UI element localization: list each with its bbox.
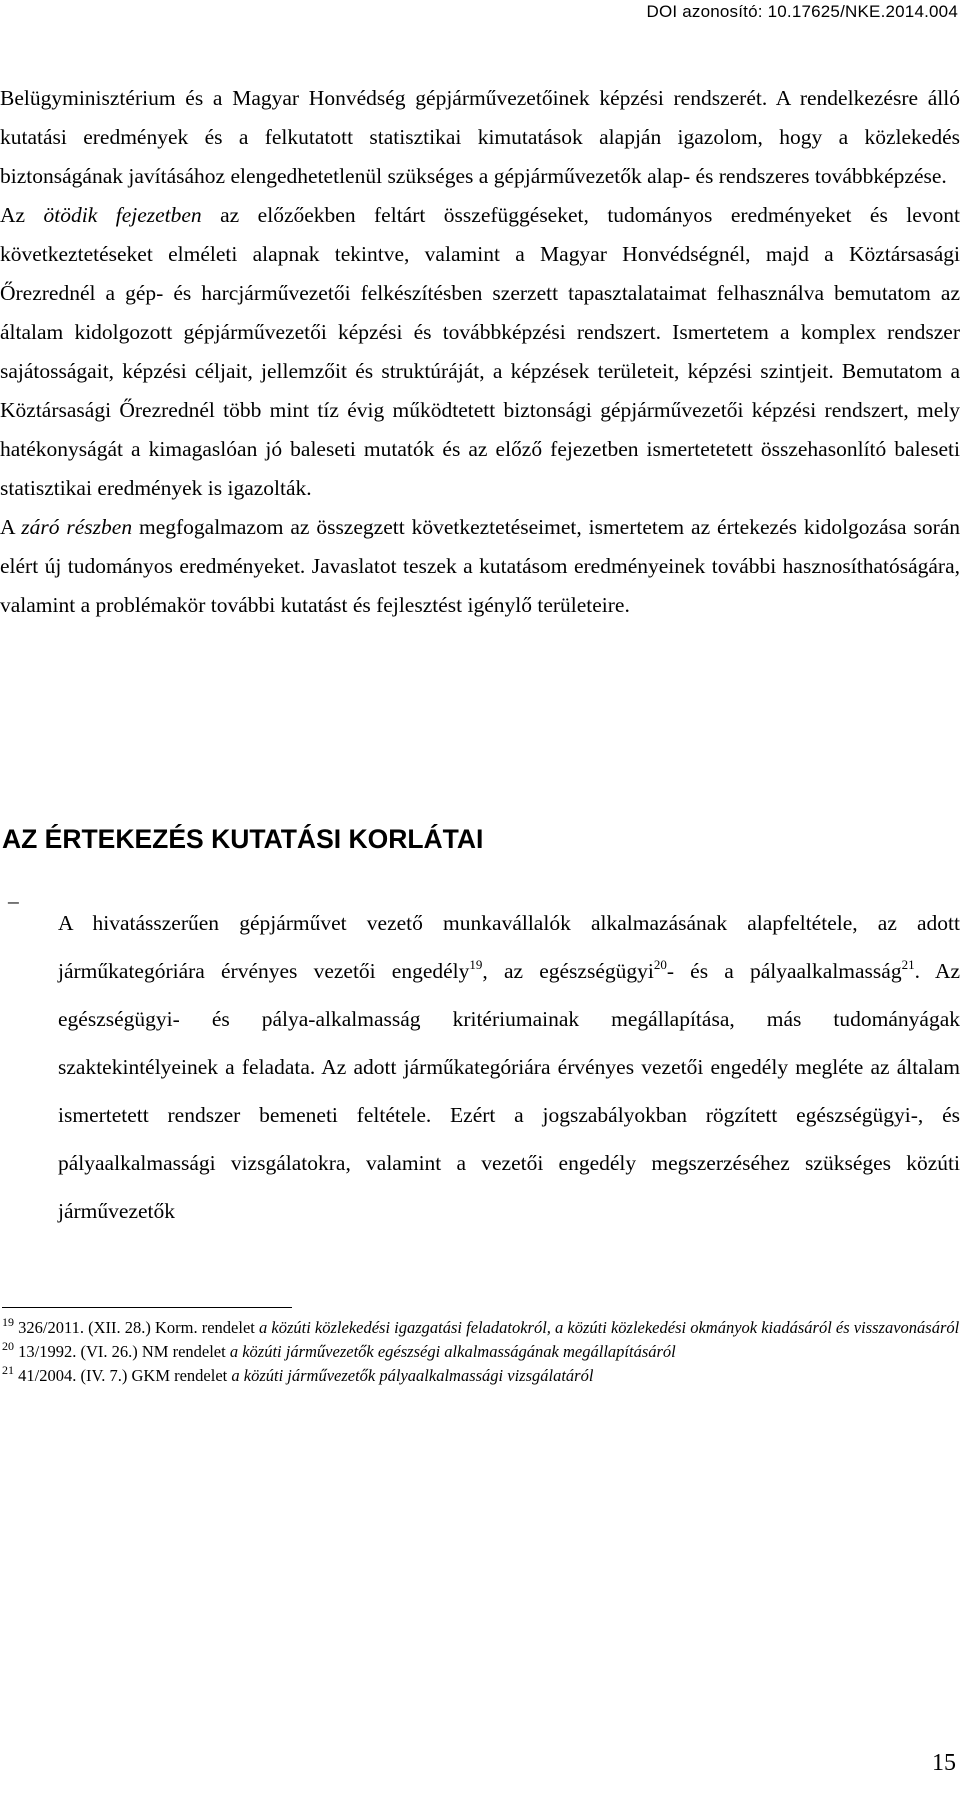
paragraph-chapter-five	[0, 196, 960, 508]
bullet-text-part2: , az egészségügyi	[482, 958, 654, 983]
p2-emphasis: ötödik fejezetben	[43, 203, 202, 227]
footnotes	[2, 1316, 960, 1388]
bullet-text	[58, 899, 960, 1235]
paragraph-intro	[0, 79, 960, 196]
footnote-ref-20[interactable]: 20	[653, 956, 667, 972]
footnote-20	[2, 1340, 960, 1364]
bullet-item	[0, 877, 960, 1256]
footnote-number: 19	[2, 1315, 14, 1329]
footnote-number: 21	[2, 1363, 14, 1377]
footnote-title: a közúti járművezetők pályaalkalmassági vizsgálatáról	[231, 1366, 594, 1385]
footnote-title: a közúti közlekedési igazgatási feladatokról, a közúti közlekedési okmányok kiadásáról és visszavonásáról	[259, 1318, 960, 1337]
section-heading: AZ ÉRTEKEZÉS KUTATÁSI KORLÁTAI	[2, 824, 484, 854]
footnote-title: a közúti járművezetők egészségi alkalmasságának megállapításáról	[229, 1342, 676, 1361]
dash-bullet-icon: –	[8, 889, 19, 913]
footnote-source: 326/2011. (XII. 28.) Korm. rendelet	[14, 1318, 259, 1337]
paragraph-intro-part2: A rendelkezésre álló kutatási eredmények és a felkutatott statisztikai kimutatások alapján igazolom, hogy a közlekedés biztonságának javításához elengedhetetlenül szükséges a gépjárművezetők alap- és rendszeres továbbképzése.	[0, 86, 960, 188]
bullet-text-part1: A hivatásszerűen gépjárművet vezető munkavállalók alkalmazásának alapfeltétele, az adott járműkategóriára érvényes vezetői engedély	[58, 910, 960, 983]
footnote-divider	[2, 1307, 292, 1308]
footnote-source: 41/2004. (IV. 7.) GKM rendelet	[14, 1366, 232, 1385]
footnote-ref-19[interactable]: 19	[469, 956, 483, 972]
paragraph-closing	[0, 508, 960, 625]
footnote-ref-21[interactable]: 21	[901, 956, 915, 972]
p2-lead: Az	[0, 203, 44, 227]
footnote-source: 13/1992. (VI. 26.) NM rendelet	[14, 1342, 230, 1361]
page-number: 15	[932, 1750, 956, 1776]
p3-lead: A	[0, 515, 22, 539]
paragraph-intro-part1: Belügyminisztérium és a Magyar Honvédség gépjárművezetőinek képzési rendszerét.	[0, 86, 776, 110]
footnote-19	[2, 1316, 960, 1340]
doi-header: DOI azonosító: 10.17625/NKE.2014.004	[646, 2, 958, 21]
p3-body: megfogalmazom az összegzett következtetéseimet, ismertetem az értekezés kidolgozása során elért új tudományos eredményeket. Javaslatot teszek a kutatásom eredményeinek további hasznosíthatóságára, valamint a problémakör további kutatást és fejlesztést igénylő területeire.	[0, 515, 960, 617]
p3-emphasis: záró részben	[21, 515, 133, 539]
footnote-21	[2, 1364, 960, 1388]
body-text	[0, 79, 960, 625]
p2-body: az előzőekben feltárt összefüggéseket, tudományos eredményeket és levont következtetéseket elméleti alapnak tekintve, valamint a Magyar Honvédségnél, majd a Köztársasági Őrezrednél a gép- és harcjárművezetői felkészítésben szerzett tapasztalataimat felhasználva bemutatom az általam kidolgozott gépjárművezetői képzési és továbbképzési rendszert. Ismertetem a komplex rendszer sajátosságait, képzési céljait, jellemzőit és struktúráját, a képzések területeit, képzési szintjeit. Bemutatom a Köztársasági Őrezrednél több mint tíz évig működtetett biztonsági gépjárművezetői képzési rendszert, mely hatékonyságát a kimagaslóan jó baleseti mutatók és az előző fejezetben ismertetetett összehasonlító baleseti statisztikai eredmények is igazolták.	[0, 203, 960, 500]
bullet-text-part4: . Az egészségügyi- és pálya-alkalmasság kritériumainak megállapítása, más tudományágak szaktekintélyeinek a feladata. Az adott járműkategóriára érvényes vezetői engedély megléte az általam ismertetett rendszer bemeneti feltétele. Ezért a jogszabályokban rögzített egészségügyi-, és pályaalkalmassági vizsgálatokra, valamint a vezetői engedély megszerzéséhez szükséges közúti járművezetők	[58, 958, 960, 1223]
footnote-number: 20	[2, 1339, 14, 1353]
bullet-text-part3: - és a pályaalkalmasság	[666, 958, 902, 983]
